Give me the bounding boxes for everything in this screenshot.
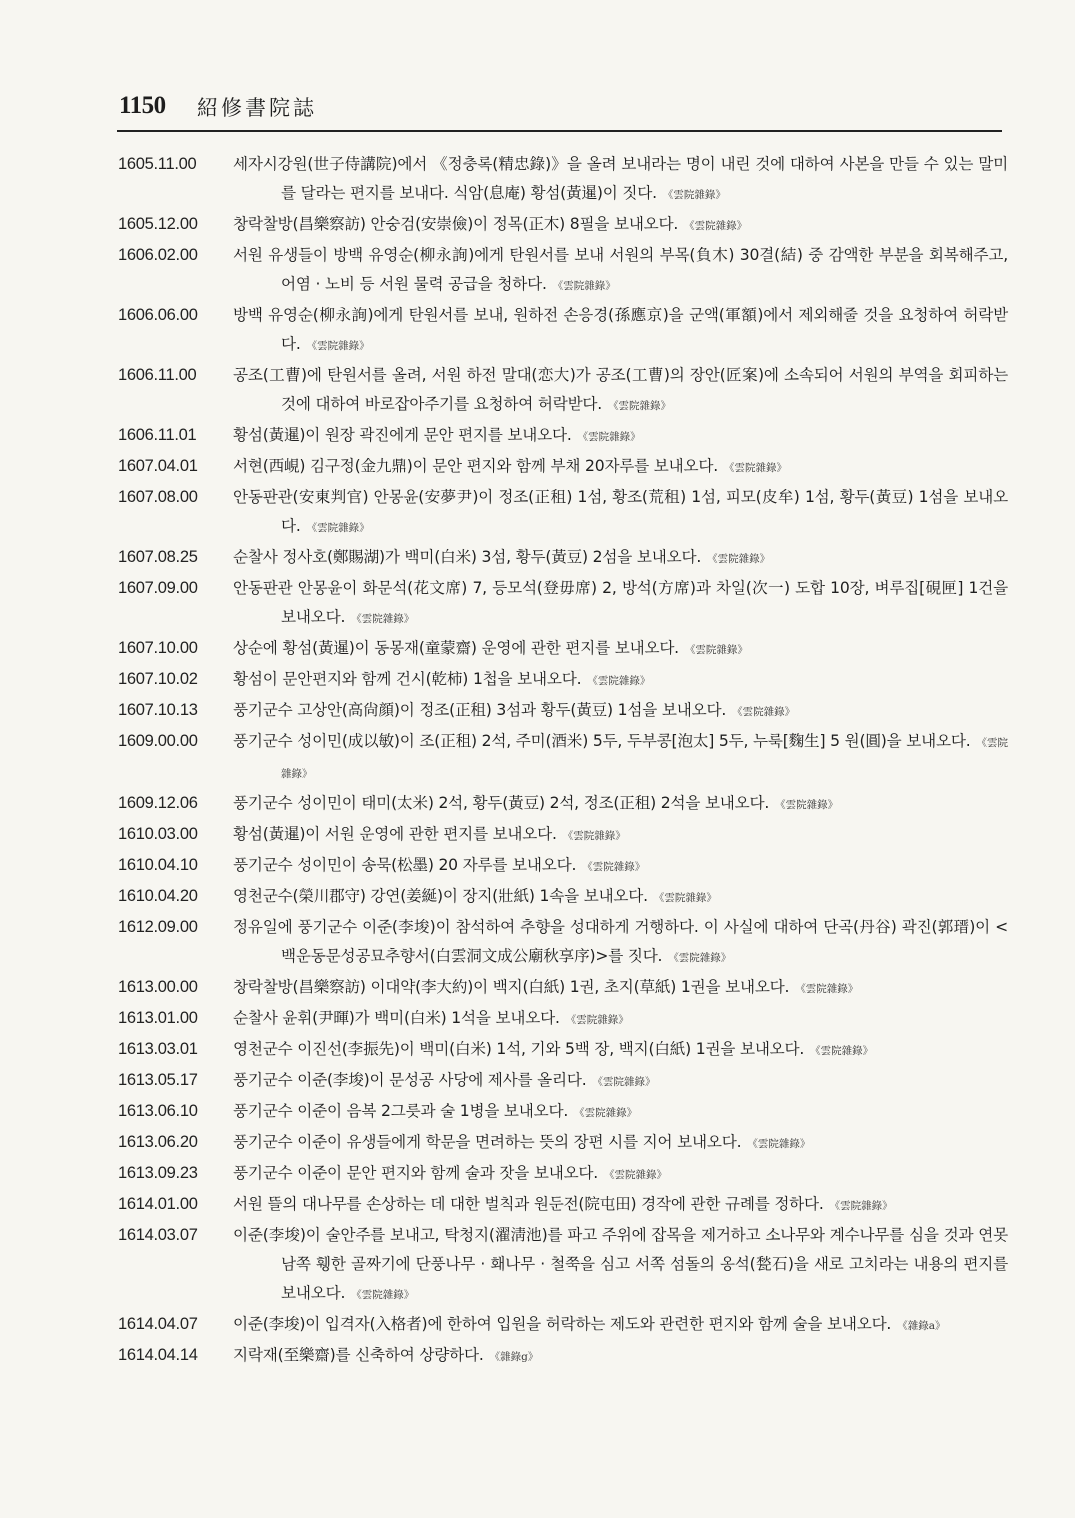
- entry-text-block: [233, 1221, 1008, 1310]
- entry-text: 풍기군수 이준이 음복 2그릇과 술 1병을 보내오다.: [233, 1102, 569, 1120]
- entry-source: 《雲院雜錄》: [281, 737, 1009, 780]
- entry-text: 서원 뜰의 대나무를 손상하는 데 대한 벌칙과 원둔전(院屯田) 경작에 관한 규례를 정하다.: [233, 1195, 824, 1213]
- chronology-entry: [118, 1035, 1008, 1066]
- entry-date: 1613.06.10: [118, 1102, 198, 1120]
- entry-text-block: [233, 543, 1008, 574]
- entry-text-block: [233, 727, 1008, 789]
- entry-text-block: [233, 789, 1008, 820]
- entry-source: 《雲院雜錄》: [724, 462, 787, 474]
- chronology-entry: [118, 634, 1008, 665]
- entry-text-block: [233, 361, 1008, 421]
- entry-text-block: [233, 1341, 1008, 1372]
- entry-date: 1613.01.00: [118, 1009, 198, 1027]
- entry-date: 1610.04.20: [118, 887, 198, 905]
- entry-text: 풍기군수 이준이 유생들에게 학문을 면려하는 뜻의 장편 시를 지어 보내오다.: [233, 1133, 742, 1151]
- entry-date: 1610.03.00: [118, 825, 198, 843]
- entry-source: 《雲院雜錄》: [351, 1289, 415, 1301]
- entry-source: 《雲院雜錄》: [684, 220, 748, 232]
- chronology-entry: [118, 1190, 1008, 1221]
- entry-text-block: [233, 973, 1008, 1004]
- chronology-entry: [118, 150, 1008, 210]
- chronology-entry: [118, 1310, 1008, 1341]
- entry-text: 황섬이 문안편지와 함께 건시(乾柿) 1첩을 보내오다.: [233, 670, 582, 688]
- entry-text-block: [233, 1066, 1008, 1097]
- entry-source: 《雲院雜錄》: [306, 522, 370, 534]
- entry-text-block: [233, 483, 1008, 543]
- chronology-entry: [118, 913, 1008, 973]
- entry-source: 《雲院雜錄》: [577, 431, 641, 443]
- chronology-entry: [118, 452, 1008, 483]
- entry-text: 풍기군수 성이민(成以敏)이 조(正租) 2석, 주미(酒米) 5두, 두부콩[泡太] 5두, 누룩[麴生] 5 원(圓)을 보내오다.: [233, 732, 971, 750]
- entry-date: 1606.11.00: [118, 366, 197, 384]
- chronology-entry: [118, 727, 1008, 789]
- entry-text: 상순에 황섬(黃暹)이 동몽재(童蒙齋) 운영에 관한 편지를 보내오다.: [233, 639, 679, 657]
- chronology-entry: [118, 543, 1008, 574]
- chronology-entry: [118, 1341, 1008, 1372]
- entry-text: 안동판관(安東判官) 안몽윤(安夢尹)이 정조(正租) 1섬, 황조(荒租) 1섬, 피모(皮牟) 1섬, 황두(黃豆) 1섬을 보내오다.: [233, 488, 1008, 535]
- entry-date: 1613.05.17: [118, 1071, 198, 1089]
- entry-source: 《雲院雜錄》: [810, 1045, 874, 1057]
- entry-text-block: [233, 851, 1008, 882]
- entry-source: 《雲院雜錄》: [795, 983, 859, 995]
- entry-text-block: [233, 1128, 1008, 1159]
- chronology-entry: [118, 882, 1008, 913]
- entry-source: 《雲院雜錄》: [306, 340, 370, 352]
- chronology-entry: [118, 574, 1008, 634]
- entry-text-block: [233, 1190, 1008, 1221]
- entry-date: 1605.11.00: [118, 155, 197, 173]
- entry-text-block: [233, 882, 1008, 913]
- entry-text-block: [233, 301, 1008, 361]
- entry-text-block: [233, 634, 1008, 665]
- entry-text-block: [233, 1097, 1008, 1128]
- entry-date: 1614.04.07: [118, 1315, 198, 1333]
- chronology-entry: [118, 1066, 1008, 1097]
- chronology-entry: [118, 483, 1008, 543]
- entry-text: 영천군수 이진선(李振先)이 백미(白米) 1석, 기와 5백 장, 백지(白紙) 1권을 보내오다.: [233, 1040, 805, 1058]
- entry-text: 세자시강원(世子侍講院)에서 《정충록(精忠錄)》을 올려 보내라는 명이 내린 것에 대하여 사본을 만들 수 있는 말미를 달라는 편지를 보내다. 식암(息庵) 황섬(黃暹)이 짓다.: [233, 155, 1008, 202]
- entry-source: 《雲院雜錄》: [747, 1138, 811, 1150]
- entry-text-block: [233, 210, 1008, 241]
- chronology-entry: [118, 1004, 1008, 1035]
- entry-date: 1614.01.00: [118, 1195, 198, 1213]
- entry-text-block: [233, 696, 1008, 727]
- entry-source: 《雲院雜錄》: [732, 706, 796, 718]
- entry-text: 서현(西峴) 김구정(金九鼎)이 문안 편지와 함께 부채 20자루를 보내오다.: [233, 457, 718, 475]
- entry-text: 서원 유생들이 방백 유영순(柳永詢)에게 탄원서를 보내 서원의 부목(負木) 30결(結) 중 감액한 부분을 회복해주고, 어염 · 노비 등 서원 물력 공급을 청하다.: [233, 246, 1008, 293]
- chronology-entry: [118, 421, 1008, 452]
- entry-date: 1607.09.00: [118, 579, 198, 597]
- entry-text: 풍기군수 성이민이 태미(太米) 2석, 황두(黃豆) 2석, 정조(正租) 2석을 보내오다.: [233, 794, 770, 812]
- chronology-entry: [118, 789, 1008, 820]
- chronology-entry: [118, 851, 1008, 882]
- entry-date: 1613.09.23: [118, 1164, 198, 1182]
- entry-date: 1613.03.01: [118, 1040, 198, 1058]
- entry-date: 1607.10.00: [118, 639, 198, 657]
- chronology-entry: [118, 665, 1008, 696]
- entry-text: 창락찰방(昌樂察訪) 안숭검(安崇儉)이 정목(正木) 8필을 보내오다.: [233, 215, 679, 233]
- entry-date: 1607.08.25: [118, 548, 198, 566]
- entry-text: 안동판관 안몽윤이 화문석(花文席) 7, 등모석(登毋席) 2, 방석(方席)과 차일(次一) 도합 10장, 벼루집[硯匣] 1건을 보내오다.: [233, 579, 1008, 626]
- entry-date: 1614.03.07: [118, 1226, 198, 1244]
- entry-date: 1606.06.00: [118, 306, 198, 324]
- chronology-entry: [118, 210, 1008, 241]
- entry-date: 1607.10.13: [118, 701, 198, 719]
- entry-text-block: [233, 665, 1008, 696]
- page-header: [117, 90, 1002, 132]
- entry-source: 《雲院雜錄》: [552, 280, 616, 292]
- chronology-entry: [118, 1221, 1008, 1310]
- entry-date: 1614.04.14: [118, 1346, 198, 1364]
- entry-source: 《雲院雜錄》: [829, 1200, 893, 1212]
- entry-text: 정유일에 풍기군수 이준(李埈)이 참석하여 추향을 성대하게 거행하다. 이 사실에 대하여 단곡(丹谷) 곽진(郭瑨)이 <백운동문성공묘추향서(白雲洞文成公廟秋享序)>를 짓다.: [233, 918, 1008, 965]
- book-title: 紹修書院誌: [197, 96, 317, 120]
- entry-text: 황섬(黃暹)이 원장 곽진에게 문안 편지를 보내오다.: [233, 426, 572, 444]
- entry-text: 창락찰방(昌樂察訪) 이대약(李大約)이 백지(白紙) 1권, 초지(草紙) 1권을 보내오다.: [233, 978, 790, 996]
- entry-text: 풍기군수 이준(李埈)이 문성공 사당에 제사를 올리다.: [233, 1071, 587, 1089]
- entry-text-block: [233, 820, 1008, 851]
- entry-date: 1609.12.06: [118, 794, 198, 812]
- entry-text-block: [233, 913, 1008, 973]
- entry-date: 1610.04.10: [118, 856, 198, 874]
- entry-date: 1606.11.01: [118, 426, 197, 444]
- entry-date: 1613.06.20: [118, 1133, 198, 1151]
- entry-source: 《雲院雜錄》: [608, 400, 672, 412]
- entry-text: 순찰사 윤휘(尹暉)가 백미(白米) 1석을 보내오다.: [233, 1009, 560, 1027]
- entry-source: 《雲院雜錄》: [775, 799, 839, 811]
- entry-text-block: [233, 574, 1008, 634]
- entry-date: 1606.02.00: [118, 246, 198, 264]
- chronology-list: [118, 150, 1008, 1372]
- entry-text: 이준(李埈)이 입격자(入格者)에 한하여 입원을 허락하는 제도와 관련한 편지와 함께 술을 보내오다.: [233, 1315, 892, 1333]
- entry-text: 이준(李埈)이 술안주를 보내고, 탁청지(濯淸池)를 파고 주위에 잡목을 제거하고 소나무와 계수나무를 심을 것과 연못 남쪽 휑한 골짜기에 단풍나무 · 홰나무 · 철쭉을 심고 서쪽 섬돌의 옹석(甃石)을 새로 고치라는 내용의 편지를 보내오다.: [233, 1226, 1008, 1302]
- entry-date: 1609.00.00: [118, 732, 198, 750]
- entry-text: 풍기군수 성이민이 송묵(松墨) 20 자루를 보내오다.: [233, 856, 577, 874]
- entry-source: 《雲院雜錄》: [574, 1107, 638, 1119]
- entry-source: 《雲院雜錄》: [582, 861, 646, 873]
- entry-source: 《雲院雜錄》: [684, 644, 748, 656]
- page-number: 1150: [119, 92, 166, 119]
- entry-source: 《雲院雜錄》: [668, 952, 732, 964]
- chronology-entry: [118, 1097, 1008, 1128]
- entry-date: 1612.09.00: [118, 918, 198, 936]
- entry-text: 공조(工曹)에 탄원서를 올려, 서원 하전 말대(恋大)가 공조(工曹)의 장안(匠案)에 소속되어 서원의 부역을 회피하는 것에 대하여 바로잡아주기를 요청하여 허락받다.: [233, 366, 1008, 413]
- entry-text-block: [233, 1035, 1008, 1066]
- entry-date: 1607.08.00: [118, 488, 198, 506]
- entry-text-block: [233, 1159, 1008, 1190]
- chronology-entry: [118, 696, 1008, 727]
- entry-date: 1613.00.00: [118, 978, 198, 996]
- entry-text: 황섬(黃暹)이 서원 운영에 관한 편지를 보내오다.: [233, 825, 557, 843]
- entry-source: 《雲院雜錄》: [604, 1169, 668, 1181]
- entry-text-block: [233, 150, 1008, 210]
- entry-source: 《雜錄a》: [897, 1320, 946, 1332]
- entry-date: 1605.12.00: [118, 215, 198, 233]
- chronology-entry: [118, 361, 1008, 421]
- entry-text-block: [233, 421, 1008, 452]
- chronology-entry: [118, 1128, 1008, 1159]
- entry-text-block: [233, 452, 1008, 483]
- entry-date: 1607.10.02: [118, 670, 198, 688]
- entry-source: 《雲院雜錄》: [653, 892, 717, 904]
- entry-text: 풍기군수 이준이 문안 편지와 함께 술과 잣을 보내오다.: [233, 1164, 599, 1182]
- entry-source: 《雲院雜錄》: [707, 553, 771, 565]
- entry-text: 영천군수(榮川郡守) 강연(姜綖)이 장지(壯紙) 1속을 보내오다.: [233, 887, 648, 905]
- entry-source: 《雲院雜錄》: [592, 1076, 656, 1088]
- chronology-entry: [118, 241, 1008, 301]
- entry-text: 방백 유영순(柳永詢)에게 탄원서를 보내, 원하전 손응경(孫應京)을 군액(軍額)에서 제외해줄 것을 요청하여 허락받다.: [233, 306, 1008, 353]
- chronology-entry: [118, 820, 1008, 851]
- chronology-entry: [118, 1159, 1008, 1190]
- entry-text: 순찰사 정사호(鄭賜湖)가 백미(白米) 3섬, 황두(黃豆) 2섬을 보내오다.: [233, 548, 702, 566]
- entry-text-block: [233, 1310, 1008, 1341]
- entry-source: 《雲院雜錄》: [662, 189, 726, 201]
- entry-text: 풍기군수 고상안(高尙顔)이 정조(正租) 3섬과 황두(黃豆) 1섬을 보내오다.: [233, 701, 727, 719]
- entry-text-block: [233, 241, 1008, 301]
- entry-source: 《雜錄g》: [489, 1351, 539, 1363]
- entry-source: 《雲院雜錄》: [587, 675, 651, 687]
- entry-date: 1607.04.01: [118, 457, 198, 475]
- entry-source: 《雲院雜錄》: [351, 613, 415, 625]
- entry-source: 《雲院雜錄》: [565, 1014, 629, 1026]
- chronology-entry: [118, 301, 1008, 361]
- entry-text: 지락재(至樂齋)를 신축하여 상량하다.: [233, 1346, 484, 1364]
- entry-source: 《雲院雜錄》: [562, 830, 626, 842]
- chronology-entry: [118, 973, 1008, 1004]
- entry-text-block: [233, 1004, 1008, 1035]
